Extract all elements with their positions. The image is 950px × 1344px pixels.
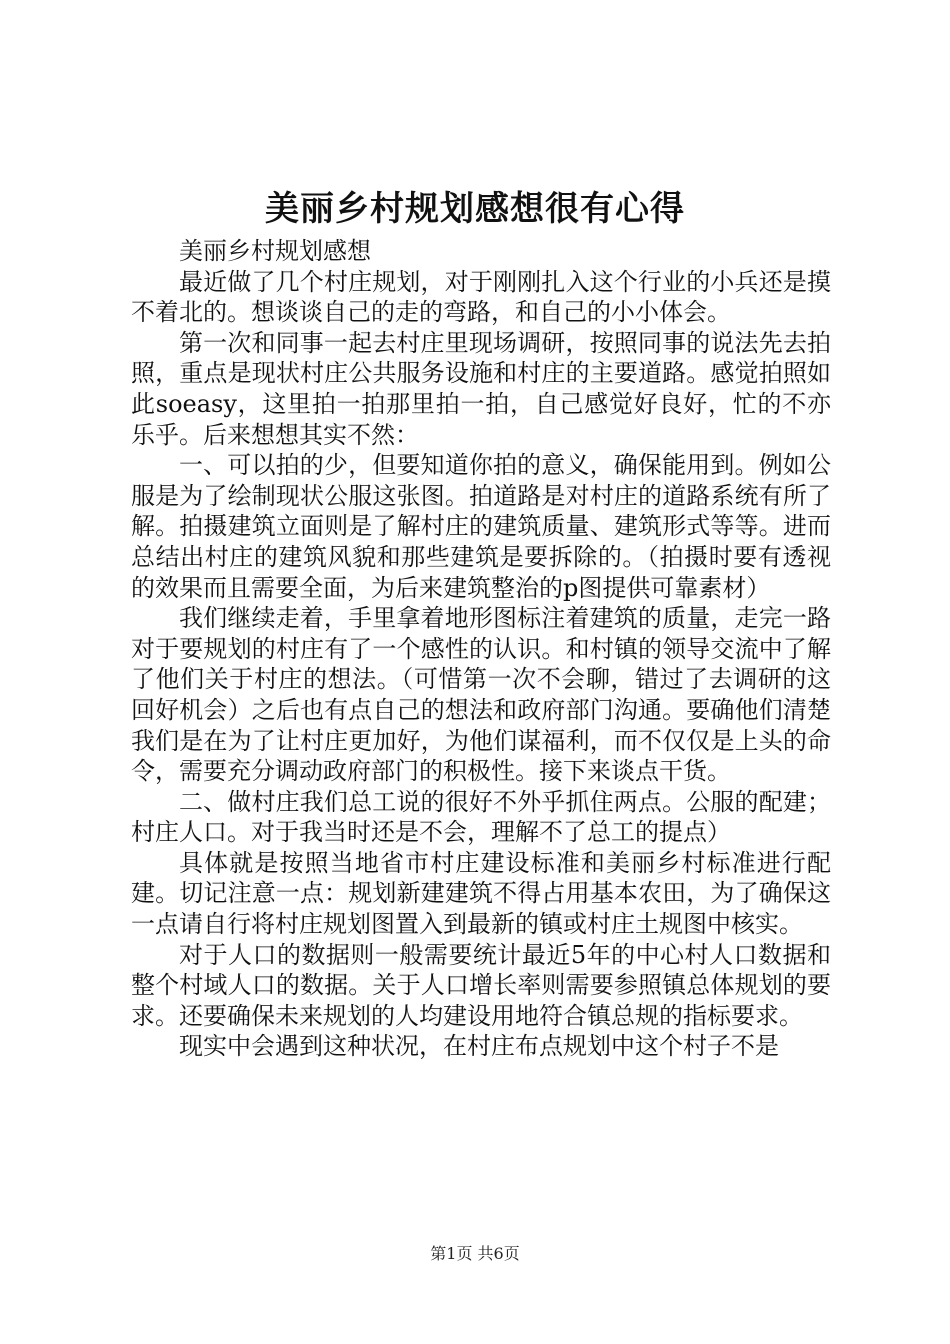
- document-title: 美丽乡村规划感想很有心得: [265, 189, 685, 229]
- paragraph: 现实中会遇到这种状况，在村庄布点规划中这个村子不是: [179, 1032, 779, 1061]
- paragraph: 我们继续走着，手里拿着地形图标注着建筑的质量，走完一路对于要规划的村庄有了一个感性的认识。和村镇的领导交流中了解了他们关于村庄的想法。（可惜第一次不会聊，错过了去调研的这回好机会）之后也有点自己的想法和政府部门沟通。要确他们清楚我们是在为了让村庄更加好，为他们谋福利，而不仅仅是上头的命令，需要充分调动政府部门的积极性。接下来谈点干货。: [131, 604, 831, 786]
- paragraph: 二、做村庄我们总工说的很好不外乎抓住两点。公服的配建；村庄人口。对于我当时还是不会，理解不了总工的提点）: [131, 787, 831, 847]
- paragraph: 最近做了几个村庄规划，对于刚刚扎入这个行业的小兵还是摸不着北的。想谈谈自己的走的弯路，和自己的小小体会。: [131, 267, 831, 327]
- paragraph: 对于人口的数据则一般需要统计最近5年的中心村人口数据和整个村域人口的数据。关于人口增长率则需要参照镇总体规划的要求。还要确保未来规划的人均建设用地符合镇总规的指标要求。: [131, 940, 831, 1030]
- paragraph-subtitle: 美丽乡村规划感想: [179, 237, 371, 265]
- paragraph: 第一次和同事一起去村庄里现场调研，按照同事的说法先去拍照，重点是现状村庄公共服务设施和村庄的主要道路。感觉拍照如此soeasy，这里拍一拍那里拍一拍，自己感觉好良好，忙的不亦乐乎。后来想想其实不然：: [131, 328, 831, 449]
- paragraph: 具体就是按照当地省市村庄建设标准和美丽乡村标准进行配建。切记注意一点：规划新建建筑不得占用基本农田，为了确保这一点请自行将村庄规划图置入到最新的镇或村庄土规图中核实。: [131, 848, 831, 939]
- paragraph: 一、可以拍的少，但要知道你拍的意义，确保能用到。例如公服是为了绘制现状公服这张图。拍道路是对村庄的道路系统有所了解。拍摄建筑立面则是了解村庄的建筑质量、建筑形式等等。进而总结出村庄的建筑风貌和那些建筑是要拆除的。（拍摄时要有透视的效果而且需要全面，为后来建筑整治的p图提供可靠素材）: [131, 451, 831, 602]
- page-number-footer: 第1页 共6页: [430, 1244, 520, 1263]
- document-body: [131, 236, 831, 1062]
